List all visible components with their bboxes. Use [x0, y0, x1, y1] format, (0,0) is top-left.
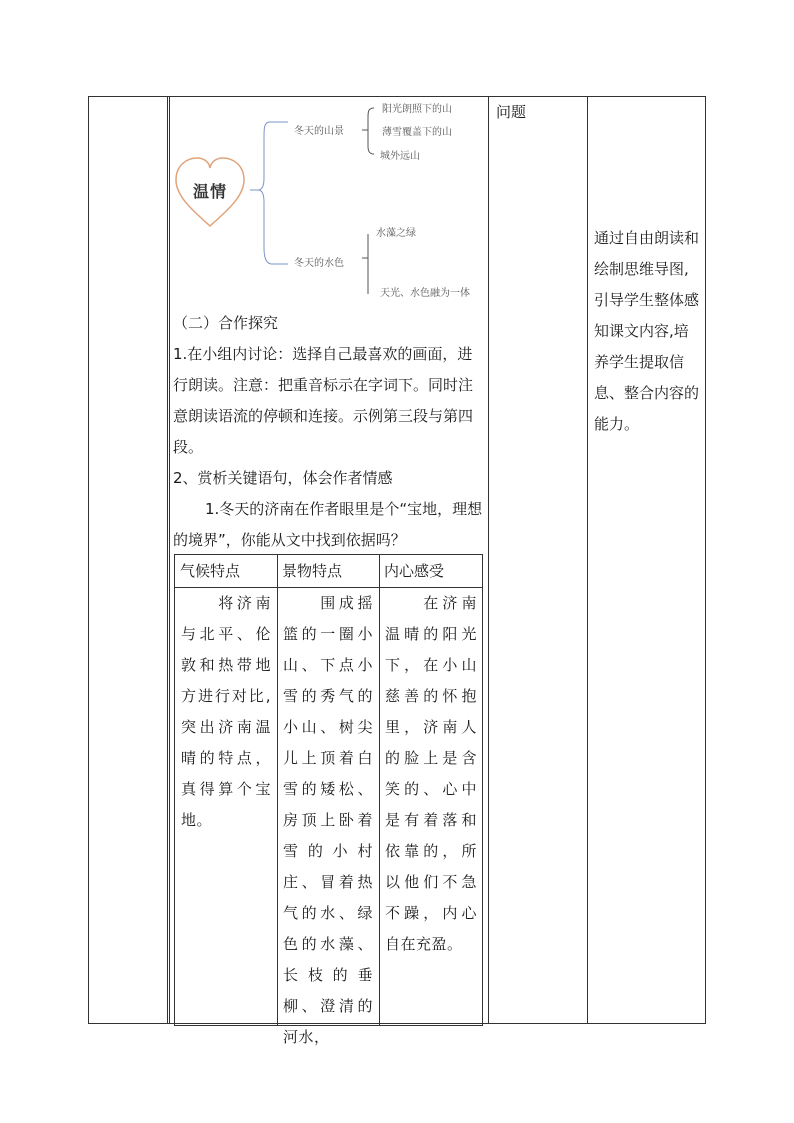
mind-map — [170, 98, 488, 303]
table-divider — [167, 97, 168, 1023]
question-text: 1.冬天的济南在作者眼里是个“宝地，理想的境界”，你能从文中找到依据吗？ — [173, 500, 483, 549]
mind-map-leaf: 阳光朗照下的山 — [382, 104, 452, 115]
table-cell-feeling: 在济南温晴的阳光下，在小山慈善的怀抱里，济南人的脸上是含笑的、心中是有着落和依靠的，所以他们不急不躁，内心自在充盈。 — [385, 594, 477, 953]
analysis-table — [174, 554, 483, 1046]
mind-map-branch: 冬天的山景 — [294, 126, 344, 137]
mind-map-center: 温情 — [193, 182, 228, 201]
mind-map-branch: 冬天的水色 — [294, 258, 344, 269]
table-header-feeling: 内心感受 — [384, 562, 445, 580]
mind-map-leaf: 水藻之绿 — [376, 228, 416, 239]
design-intent: 通过自由朗读和绘制思维导图,引导学生整体感知课文内容,培养学生提取信息、整合内容的能力。 — [594, 229, 700, 433]
mind-map-leaf: 薄雪覆盖下的山 — [382, 127, 452, 138]
table-divider — [379, 555, 380, 1025]
table-cell-scenery: 围成摇篮的一圈小山、下点小雪的秀气的小山、树尖儿上顶着白雪的矮松、房顶上卧着雪的小村庄、冒着热气的水、绿色的水藻、长枝的垂柳、澄清的河水， — [283, 594, 373, 1046]
table-cell-climate: 将济南与北平、伦敦和热带地方进行对比,突出济南温晴的特点，真得算个宝地。 — [181, 594, 271, 829]
discussion-paragraph: 1.在小组内讨论：选择自己最喜欢的画面，进行朗读。注意：把重音标示在字词下。同时注意朗读语流的停顿和连接。示例第三段与第四段。 — [173, 345, 474, 456]
problem-label: 问题 — [496, 103, 527, 121]
table-header-climate: 气候特点 — [180, 562, 241, 580]
table-divider — [587, 97, 588, 1023]
table-divider — [488, 97, 489, 1023]
section-title: （二）合作探究 — [173, 314, 279, 332]
mind-map-leaf: 城外远山 — [380, 151, 420, 162]
analysis-heading: 2、赏析关键语句，体会作者情感 — [173, 469, 393, 487]
table-divider — [277, 555, 278, 1025]
table-header-scenery: 景物特点 — [282, 562, 343, 580]
question-paragraph — [173, 494, 483, 556]
mind-map-leaf: 天光、水色融为一体 — [380, 288, 470, 299]
